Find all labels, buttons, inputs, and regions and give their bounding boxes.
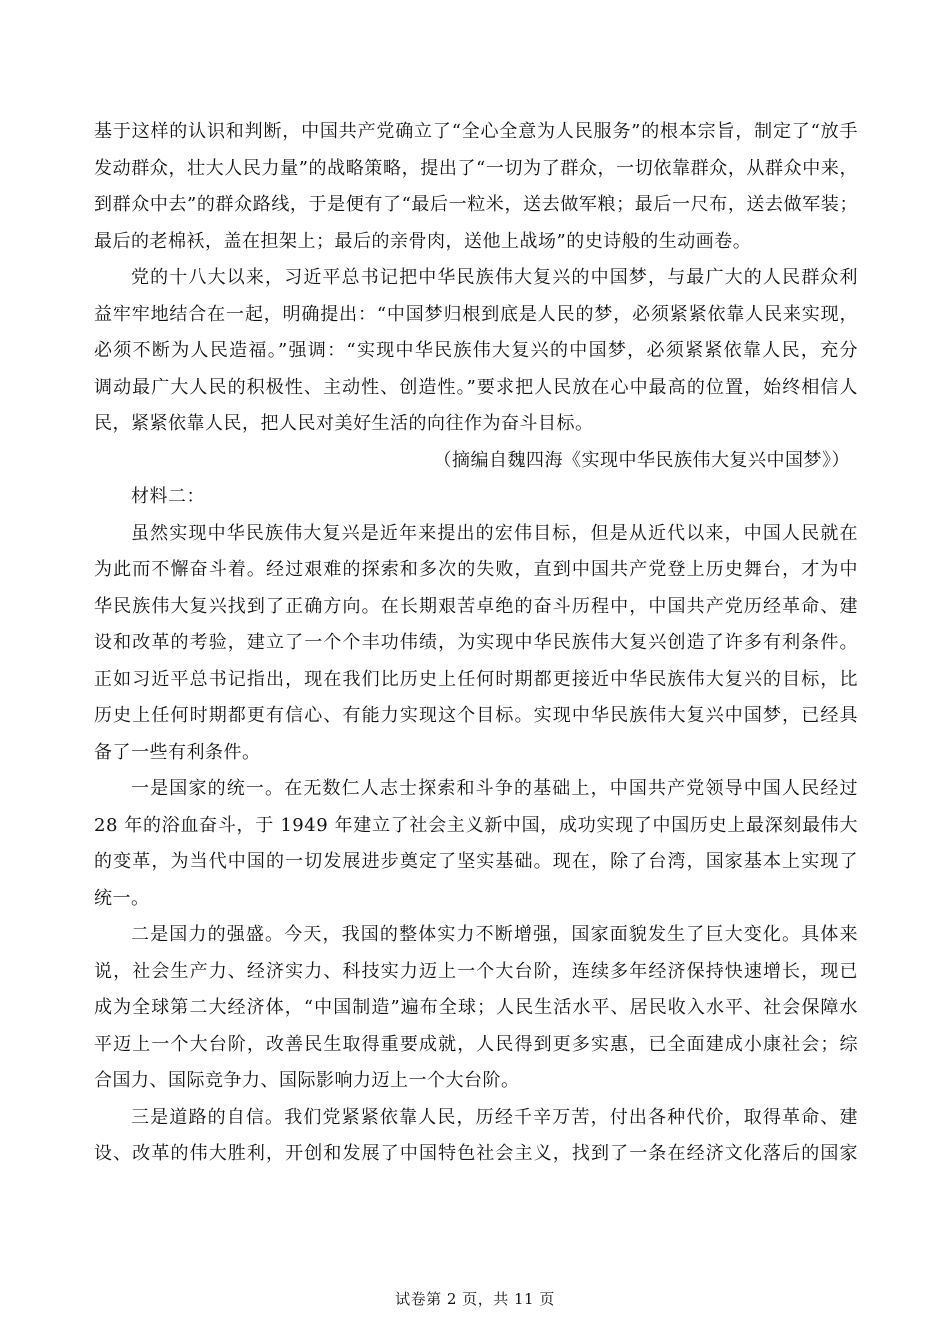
text-line: 备了一些有利条件。 (94, 741, 261, 763)
text-line: 最后的老棉袄，盖在担架上；最后的亲骨肉，送他上战场”的史诗般的生动画卷。 (94, 230, 752, 252)
text-line: 为此而不懈奋斗着。经过艰难的探索和多次的失败，直到中国共产党登上历史舞台，才为中 (94, 559, 858, 580)
text-line: 说，社会生产力、经济实力、科技实力迈上一个大台阶，连续多年经济保持快速增长，现已 (94, 960, 858, 982)
text-line: 益牢牢地结合在一起，明确提出：“中国梦归根到底是人民的梦，必须紧紧依靠人民来实现， (94, 303, 858, 325)
document-body (94, 114, 858, 1173)
text-line: 历史上任何时期都更有信心、有能力实现这个目标。实现中华民族伟大复兴中国梦，已经具 (94, 705, 858, 726)
text-line: 民，紧紧依靠人民，把人民对美好生活的向往作为奋斗目标。 (94, 413, 594, 434)
paragraph-3 (94, 516, 858, 772)
paragraph-5 (94, 917, 858, 1100)
text-line: 虽然实现中华民族伟大复兴是近年来提出的宏伟目标，但是从近代以来，中国人民就在 (131, 522, 858, 544)
text-line: 设和改革的考验，建立了一个个丰功伟绩，为实现中华民族伟大复兴创造了许多有利条件。 (94, 632, 858, 653)
page-footer: 试卷第 2 页，共 11 页 (395, 1290, 555, 1308)
paragraph-2 (94, 260, 858, 443)
paragraph-4 (94, 771, 858, 917)
text-line: 必须不断为人民造福。”强调：“实现中华民族伟大复兴的中国梦，必须紧紧依靠人民，充分 (94, 340, 858, 361)
paragraph-1 (94, 114, 858, 260)
text-line: 正如习近平总书记指出，现在我们比历史上任何时期都更接近中华民族伟大复兴的目标，比 (94, 668, 858, 690)
paragraph-6 (94, 1100, 858, 1173)
text-line: 设、改革的伟大胜利，开创和发展了中国特色社会主义，找到了一条在经济文化落后的国家 (94, 1143, 858, 1164)
text-line: 二是国力的强盛。今天，我国的整体实力不断增强，国家面貌发生了巨大变化。具体来 (131, 924, 858, 945)
material-heading: 材料二： (131, 486, 205, 507)
source-citation: （摘编自魏四海《实现中华民族伟大复兴中国梦》） (433, 449, 850, 471)
text-line: 平迈上一个大台阶，改善民生取得重要成就，人民得到更多实惠，已全面建成小康社会；综 (94, 1033, 858, 1055)
text-line: 成为全球第二大经济体，“中国制造”遍布全球；人民生活水平、居民收入水平、社会保障水 (94, 997, 858, 1018)
text-line: 统一。 (94, 887, 150, 909)
text-line: 基于这样的认识和判断，中国共产党确立了“全心全意为人民服务”的根本宗旨，制定了“放手 (94, 121, 858, 142)
text-line: 28 年的浴血奋斗，于 1949 年建立了社会主义新中国，成功实现了中国历史上最深刻最伟大 (94, 814, 858, 836)
text-line: 一是国家的统一。在无数仁人志士探索和斗争的基础上，中国共产党领导中国人民经过 (131, 778, 858, 799)
text-line: 的变革，为当代中国的一切发展进步奠定了坚实基础。现在，除了台湾，国家基本上实现了 (94, 851, 858, 872)
text-line: 调动最广大人民的积极性、主动性、创造性。”要求把人民放在心中最高的位置，始终相信人 (94, 376, 858, 398)
text-line: 三是道路的自信。我们党紧紧依靠人民，历经千辛万苦，付出各种代价，取得革命、建 (131, 1106, 858, 1128)
text-line: 合国力、国际竞争力、国际影响力迈上一个大台阶。 (94, 1070, 520, 1091)
text-line: 到群众中去”的群众路线，于是便有了“最后一粒米，送去做军粮；最后一尺布，送去做军装； (94, 194, 858, 215)
text-line: 华民族伟大复兴找到了正确方向。在长期艰苦卓绝的奋斗历程中，中国共产党历经革命、建 (94, 595, 858, 617)
text-line: 党的十八大以来，习近平总书记把中华民族伟大复兴的中国梦，与最广大的人民群众利 (131, 267, 858, 288)
text-line: 发动群众，壮大人民力量”的战略策略，提出了“一切为了群众，一切依靠群众，从群众中来， (94, 157, 858, 179)
